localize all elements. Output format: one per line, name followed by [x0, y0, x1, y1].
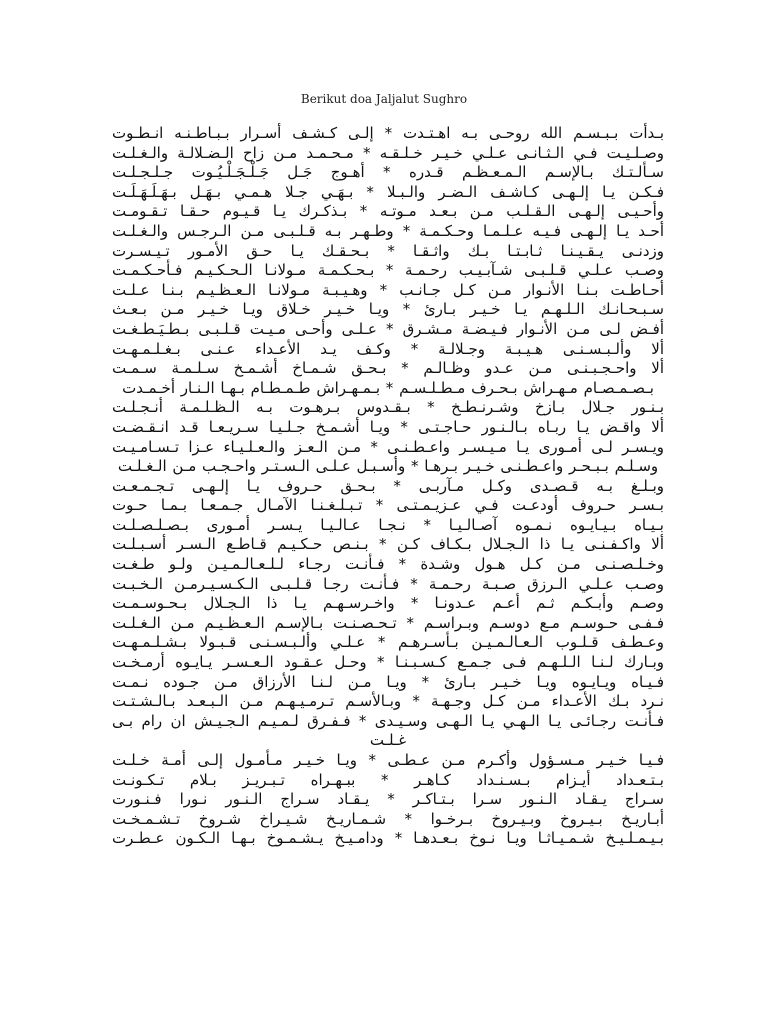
verse-line: فـكـن يـا إلـهـى كـاشـف الـضـر والـبـلا * بـهَـي جـلا هـمـي بـهَـل بـهَـلَـهَـلَـت	[112, 182, 664, 201]
verse-line: فـفـى حـوسـم مـع دوسـم وبـراسـم * تـحـصـنـت بـالإسـم الـعـظـيـم مـن الـغـلـت	[112, 613, 664, 632]
verse-line: بـيـاه بـيـايـوه نـمـوه آصـالـيـا * نـجـا عـالـيـا يـسـر أمـورى بـصـلـصـلـت	[112, 515, 664, 534]
verse-line: وصـب عـلـي قـلـبـى شـآبـيـب رحـمـة * بـحـكـمـة مـولانـا الـحـكـيـم فـأحـكـمـت	[112, 261, 664, 280]
verse-line: ويـسـر لـى أمـورى يـا مـيـسـر واعـطـنـى * مـن الـعـز والـعـلـيـاء عـزا تـسـامـيـت	[112, 437, 664, 456]
verse-line: وعـطـف قـلـوب الـعـالـمـيـن بـأسـرهـم * عـلـي وألـبـسـنـى قـبـولا بـشـلـمـهـت	[112, 633, 664, 652]
verse-line: فـيـاه ويـايـوه ويـا خـيـر بـارئ * ويـا مـن لـنـا الأرزاق مـن جـوده نـمـت	[112, 672, 664, 691]
verse-line: فـأنـت رجـائـى يـا الـهـي يـا الـهـى وسـيـدى * فـفـرق لـمـيـم الـجـيـش ان رام بـى غـلـت	[112, 711, 664, 750]
verse-line: سـألـتـك بـالإسـم الـمـعـظـم قـدره * أهـوج جَـل جَـلْـجَـلْـيُـوت جـلـجـلـت	[112, 163, 664, 182]
verse-line: وبـلـغ بـه قـصـدى وكـل مـآربـى * بـحـق حـروف يـا إلـهـى تـجـمـعـت	[112, 476, 664, 495]
verse-line: بـنـور جـلال بـازخ وشـرنـطـخ * بـقـدوس بـرهـوت بـه الـظـلـمـة أنـجـلـت	[112, 398, 664, 417]
verse-line: ألا واقـض يـا ربـاه بـالـنـور حـاجـتـى * ويـا أشـمـخ جـلـيـا سـريـعـا قـد انـقـضـت	[112, 417, 664, 436]
verse-line: وصـب عـلـي الـرزق صـبـة رحـمـة * فـأنـت رجـا قـلـبـى الـكـسـيـرمـن الـخـبـت	[112, 574, 664, 593]
verse-line: سـبـحـانـك الـلـهـم يـا خـيـر بـارئ * ويـا خـيـر خـلاق ويـا خـيـر مـن بـعـث	[112, 300, 664, 319]
verse-line: سـراج يـقـاد الـنـور سـرا بـتـاكـر * يـقـاد سـراج الـنـور نـورا فـنـورت	[112, 790, 664, 809]
verse-line: وصـلـيـت فـي الـثـانـى عـلـي خـيـر خـلـقـه * مـحـمـد مـن زاح الـضـلالـة والـغـلـت	[112, 143, 664, 162]
verse-line: وزدنـى يـقـيـنـا ثـابـتـا بـك واثـقـا * بـحـقـك يـا حـق الأمـور تـيـسـرت	[112, 241, 664, 260]
verse-line: وصـم وأبـكـم ثـم أعـم عـدونـا * واخـرسـهـم يـا ذا الـجـلال بـحـوسـمـت	[112, 594, 664, 613]
verse-line: وبـارك لـنـا الـلـهـم فـى جـمـع كـسـبـنـا * وحـل عـقـود الـعـسـر يـايـوه أرمـخـت	[112, 653, 664, 672]
verse-line: بـدأت بـبـسـم الله روحـى بـه اهـتـدت * إلـى كـشـف أسـرار بـبـاطـنـه انـطـوت	[112, 124, 664, 142]
verse-line: بـيـمـلـيـخ شـمـيـاثـا ويـا نـوخ بـعـدهـا * ودامـيـخ يـشـمـوخ بـهـا الـكـون عـطـرت	[112, 829, 664, 848]
verse-line: أفـض لـى مـن الأنـوار فـيـضـة مـشـرق * عـلـى وأحـى مـيـت قـلـبـى بـطـيَـطـغـت	[112, 319, 664, 338]
verse-line: وخـلـصـنـى مـن كـل هـول وشـدة * فـأنـت رجـاء لـلـعـالـمـيـن ولـو طـغـت	[112, 555, 664, 574]
verse-line: أحـد يـا إلـهـى فـيـه عـلـمـا وحـكـمـة * وطـهـر بـه قـلـبـى مـن الـرجـس والـغـلـت	[112, 221, 664, 240]
verse-line: وسـلـم بـبـحـر واعـطـنـى خـيـر بـرهـا * وأسـبـل عـلـى الـسـتـر واحـجـب مـن الـغـلـت	[117, 457, 659, 476]
verse-line: بـصـمـصـام مـهـراش بـحـرف مـطـلـسـم * بـمـهـراش طـمـطـام بـهـا الـنـار أخـمـدت	[122, 378, 654, 397]
verse-line: ألا واكـفـنـى يـا ذا الـجـلال بـكـاف كـن * بـنـص حـكـيـم قـاطـع الـسـر أسـبـلـت	[112, 535, 664, 554]
verse-line: وأحـيـى إلـهـى الـقـلـب مـن بـعـد مـوتـه * بـذكـرك يـا قـيـوم حـقـا تـقـومـت	[112, 202, 664, 221]
verse-line: أحـاطـت بـنـا الأنـوار مـن كـل جـانـب * وهـيـبـة مـولانـا الـعـظـيـم بـنـا عـلـت	[112, 280, 664, 299]
document-title: Berikut doa Jaljalut Sughro	[300, 92, 468, 106]
verse-line: فـيـا خـيـر مـسـؤول وأكـرم مـن عـطـى * ويـا خـيـر مـأمـول إلـى أمـة خـلـت	[112, 751, 664, 769]
verse-line: نـرد بـك الأعـداء مـن كـل وجـهـة * وبـالأسـم تـرمـيـهـم مـن الـبـعـد بـالـشـتـت	[112, 692, 664, 711]
verse-line: ألا وألـبـسـنـى هـيـبـة وجـلالـة * وكـف يـد الأعـداء عـنـى بـغـلـمـهـت	[112, 339, 664, 358]
verse-line: بـتـعـداد أيـزام بـسـنـداد كـاهـر * ببـهـراه تـبـريـز بـلام تـكـونـت	[112, 770, 664, 789]
verse-line: أبـاريـخ بـيـروخ وبـيـروخ بـرخـوا * شـمـاريـخ شـيـراخ شـروخ تـشـمـخـت	[112, 809, 664, 828]
prayer-text	[112, 124, 664, 849]
verse-line: بـسـر حـروف أودعـت فـي عـزيـمـتـى * تـبـلـغـنـا الآمـال جـمـعـا بـمـا حـوت	[112, 496, 664, 515]
verse-line: ألا واحـجـبـنـى مـن عـدو وظـالـم * بـحـق شـمـاخ أشـمـخ سـلـمـة سـمـت	[112, 359, 664, 378]
